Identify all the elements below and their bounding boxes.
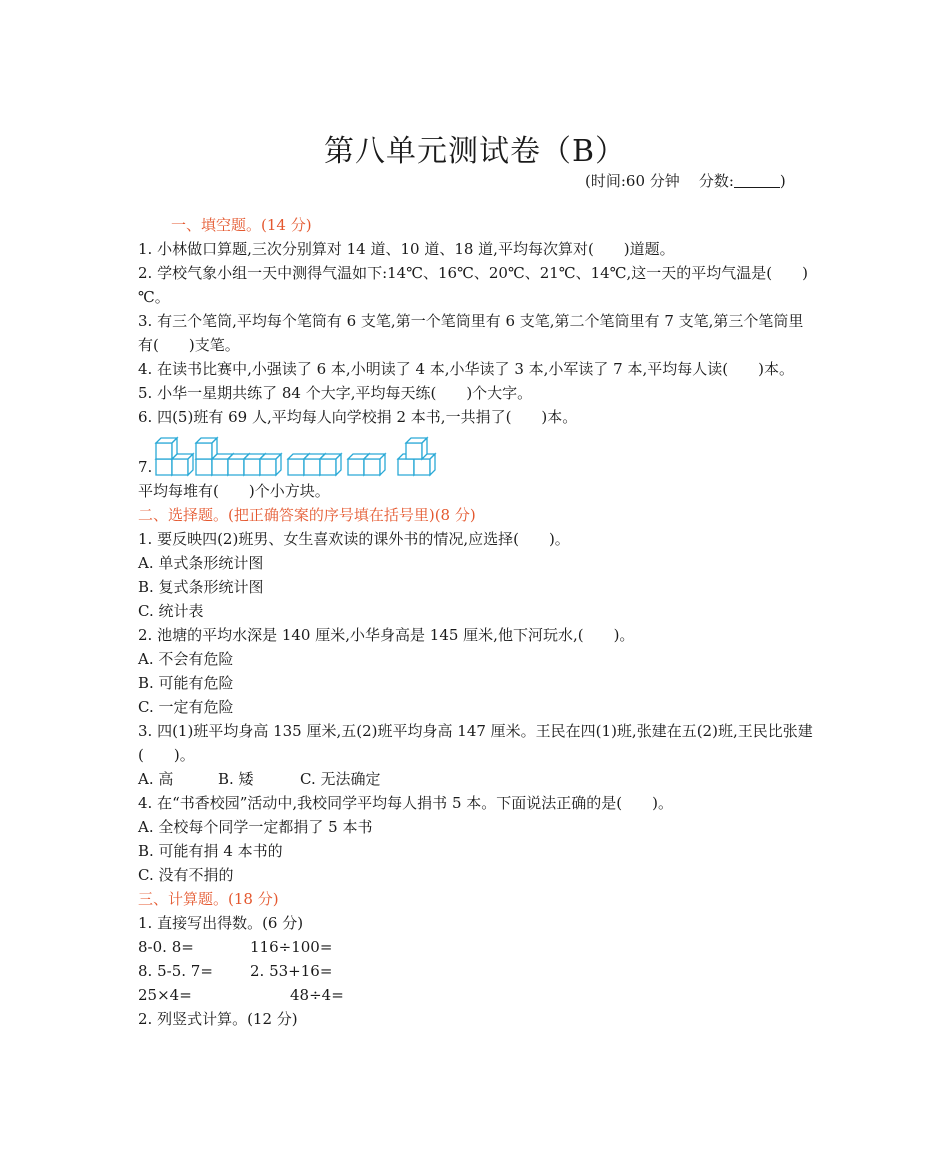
section-heading-fill: 一、填空题。(14 分) [171,216,312,234]
option-3b: B. 矮 [218,770,254,788]
question-fill-6: 6. 四(5)班有 69 人,平均每人向学校捐 2 本书,一共捐了( )本。 [138,408,578,426]
cube-piles-figure [152,429,442,479]
option-2a: A. 不会有危险 [138,650,234,668]
question-fill-4: 4. 在读书比赛中,小强读了 6 本,小明读了 4 本,小华读了 3 本,小军读了 7 本,平均每人读( )本。 [138,360,794,378]
page-title: 第八单元测试卷（B） [323,134,627,169]
question-fill-5: 5. 小华一星期共练了 84 个大字,平均每天练( )个大字。 [138,384,533,402]
option-4c: C. 没有不捐的 [138,866,234,884]
option-4b: B. 可能有捐 4 本书的 [138,842,283,860]
section-heading-calc: 三、计算题。(18 分) [138,890,279,908]
calc-part-1: 1. 直接写出得数。(6 分) [138,914,304,932]
question-fill-3: 3. 有三个笔筒,平均每个笔筒有 6 支笔,第一个笔筒里有 6 支笔,第二个笔筒里有 7 支笔,第三个笔筒里有( )支笔。 [138,312,804,354]
question-fill-7-figure-row [138,429,818,479]
option-2c: C. 一定有危险 [138,698,234,716]
option-1c: C. 统计表 [138,602,204,620]
calc-item: 25×4= [138,986,192,1004]
option-4a: A. 全校每个同学一定都捐了 5 本书 [138,818,373,836]
score-blank [734,173,780,188]
question-choice-3: 3. 四(1)班平均身高 135 厘米,五(2)班平均身高 147 厘米。王民在四(1)班,张建在五(2)班,王民比张建( )。 [138,722,813,764]
calc-item: 48÷4= [290,986,344,1004]
question-fill-7: 平均每堆有( )个小方块。 [138,482,330,500]
meta-close: ) [779,172,786,190]
cube-block [406,438,427,459]
question-choice-4: 4. 在“书香校园”活动中,我校同学平均每人捐书 5 本。下面说法正确的是( )。 [138,794,673,812]
calc-part-2: 2. 列竖式计算。(12 分) [138,1010,298,1028]
question-choice-1: 1. 要反映四(2)班男、女生喜欢读的课外书的情况,应选择( )。 [138,530,570,548]
calc-row-2 [138,959,818,983]
calc-item: 2. 53+16= [250,962,333,980]
question-fill-2: 2. 学校气象小组一天中测得气温如下:14℃、16℃、20℃、21℃、14℃,这一天的平均气温是( )℃。 [138,264,808,306]
option-3a: A. 高 [138,770,174,788]
cube-block [172,454,193,475]
option-3c: C. 无法确定 [300,770,381,788]
question-fill-1: 1. 小林做口算题,三次分别算对 14 道、10 道、18 道,平均每次算对( )道题。 [138,240,675,258]
option-2b: B. 可能有危险 [138,674,234,692]
question-choice-2: 2. 池塘的平均水深是 140 厘米,小华身高是 145 厘米,他下河玩水,( )。 [138,626,635,644]
cube-block [156,438,177,459]
score-label: 分数: [698,172,734,190]
option-1b: B. 复式条形统计图 [138,578,264,596]
options-3 [138,767,818,791]
calc-item: 116÷100= [250,938,333,956]
section-heading-choice: 二、选择题。(把正确答案的序号填在括号里)(8 分) [138,506,476,524]
cube-block [364,454,385,475]
worksheet-content [138,213,818,1031]
cube-block [260,454,281,475]
cube-block [320,454,341,475]
time-score-info [585,170,786,191]
calc-row-1 [138,935,818,959]
calc-item: 8-0. 8= [138,938,194,956]
calc-row-3 [138,983,818,1007]
time-label: (时间:60 分钟 [585,172,680,190]
cube-block [196,438,217,459]
option-1a: A. 单式条形统计图 [138,554,264,572]
calc-item: 8. 5-5. 7= [138,962,213,980]
question-fill-7-number: 7. [138,458,153,476]
